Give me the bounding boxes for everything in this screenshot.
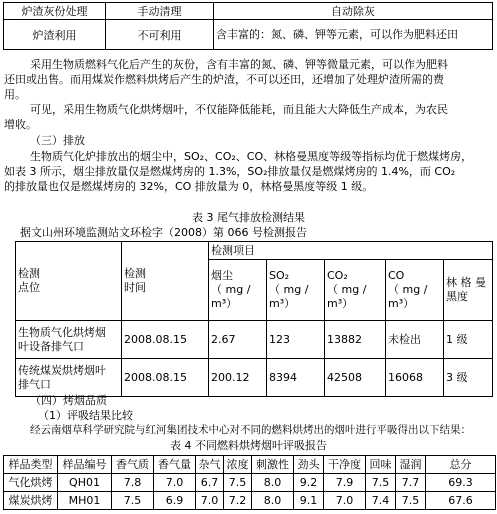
table-header-cell (444, 260, 493, 321)
table-cell: 123 (267, 321, 325, 359)
table-cell: 7.2 (224, 492, 252, 510)
table-row (4, 20, 493, 50)
table-cell: 煤炭烘烤 (4, 492, 58, 510)
header-text: 检测 (124, 267, 146, 280)
table-header-cell: 劲头 (294, 456, 324, 474)
table-cell: 2008.08.15 (122, 359, 209, 397)
section-heading: （四）烤烟品质 (30, 394, 107, 407)
paragraph-line: 可见，采用生物质气化烘烤烟叶，不仅能降低能耗，而且能大大降低生产成本，为农民 (30, 103, 448, 116)
table-cell: 未检出 (386, 321, 444, 359)
table-header-cell (16, 242, 122, 321)
table-cell: 69.3 (426, 474, 496, 492)
table-header-cell: 样品编号 (58, 456, 112, 474)
table-header-cell: 自动除灰 (214, 3, 493, 20)
table-cell: 200.12 (209, 359, 267, 397)
paragraph-line: 还田或出售。而用煤炭作燃料烘烤后产生的炉渣，不可以还田，还增加了处理炉渣所需的费 (4, 73, 444, 86)
table-cell: 2.67 (209, 321, 267, 359)
table-header-cell: 浓度 (224, 456, 252, 474)
table-cell: 67.6 (426, 492, 496, 510)
table-cell: QH01 (58, 474, 112, 492)
table-row (4, 474, 496, 492)
cell-text: 传统煤炭烘烤烟叶 (18, 363, 106, 377)
table-cell: 7.5 (112, 492, 154, 510)
table-header-cell: 样品类型 (4, 456, 58, 474)
table-cell: MH01 (58, 492, 112, 510)
table-row (16, 242, 493, 260)
header-text: m³） (269, 297, 296, 310)
table-row (16, 359, 493, 397)
table-cell: 1 级 (444, 321, 493, 359)
cell-text: 生物质气化烘烤烟 (18, 325, 106, 339)
table-cell: 3 级 (444, 359, 493, 397)
table-cell: 气化烘烤 (4, 474, 58, 492)
emission-table (15, 241, 493, 397)
paragraph-line: 用。 (4, 88, 26, 101)
header-text: m³） (388, 297, 415, 310)
table-cell: 含丰富的：氮、磷、钾等元素，可以作为肥料还田 (214, 20, 493, 50)
table-cell: 7.0 (196, 492, 224, 510)
table-header-cell: 总分 (426, 456, 496, 474)
table-cell: 7.7 (396, 474, 426, 492)
table-header-cell: 检测项目 (209, 242, 493, 260)
table-cell: 13882 (325, 321, 386, 359)
table-header-cell: 炉渣灰份处理 (4, 3, 106, 20)
table-header-cell: 湿润 (396, 456, 426, 474)
table-header-cell: 回味 (366, 456, 396, 474)
header-text: m³） (327, 297, 354, 310)
section-heading: （三）排放 (30, 134, 85, 147)
table-header-cell (267, 260, 325, 321)
table-header-cell (386, 260, 444, 321)
header-text: 检测 (18, 267, 40, 280)
table-cell: 不可利用 (106, 20, 214, 50)
table-caption: 表 3 尾气排放检测结果 (192, 211, 305, 224)
table-cell: 7.0 (324, 492, 366, 510)
cell-text: 排气口 (18, 377, 51, 391)
table-cell: 7.9 (324, 474, 366, 492)
table-header-cell: 香气量 (154, 456, 196, 474)
table-cell: 8394 (267, 359, 325, 397)
paragraph-line: 生物质气化炉排放出的烟尘中，SO₂、CO₂、CO、林格曼黑度等级等指标均优于燃煤烤房， (30, 150, 473, 163)
table-header-cell (122, 242, 209, 321)
table-cell: 7.5 (396, 492, 426, 510)
table-cell: 炉渣利用 (4, 20, 106, 50)
table-header-cell: 刺激性 (252, 456, 294, 474)
table-header-cell: 杂气 (196, 456, 224, 474)
table-cell: 9.2 (294, 474, 324, 492)
paragraph-line: 经云南烟草科学研究院与红河集团技术中心对不同的燃料烘烤出的烟叶进行平吸得出以下结果： (30, 424, 471, 436)
table-header-cell: 香气质 (112, 456, 154, 474)
table-row (4, 492, 496, 510)
table-cell (16, 321, 122, 359)
table-cell (16, 359, 122, 397)
table-cell: 9.1 (294, 492, 324, 510)
table-cell: 42508 (325, 359, 386, 397)
header-text: SO₂ (269, 269, 290, 282)
header-text: （ mg / (269, 283, 309, 296)
table-row (16, 321, 493, 359)
header-text: 黑度 (446, 290, 468, 303)
header-text: m³） (211, 297, 238, 310)
table-caption: 表 4 不同燃料烘烤烟叶评吸报告 (170, 439, 327, 452)
table-cell: 7.0 (154, 474, 196, 492)
header-text: 烟尘 (211, 269, 233, 282)
header-text: （ mg / (388, 283, 428, 296)
table-header-cell (209, 260, 267, 321)
header-text: 点位 (18, 281, 40, 294)
header-text: CO₂ (327, 269, 348, 282)
table-header-cell (325, 260, 386, 321)
paragraph-line: 增收。 (4, 118, 37, 131)
table-cell: 8.0 (252, 474, 294, 492)
table-header-cell: 手动清理 (106, 3, 214, 20)
table-cell: 7.5 (366, 474, 396, 492)
table-row (4, 456, 496, 474)
smoking-test-table (3, 455, 496, 510)
table-cell: 16068 (386, 359, 444, 397)
table-cell: 6.9 (154, 492, 196, 510)
header-text: 林 格 曼 (446, 276, 486, 289)
table-cell: 7.4 (366, 492, 396, 510)
table-cell: 8.0 (252, 492, 294, 510)
table-header-cell: 干净度 (324, 456, 366, 474)
table-row (4, 3, 493, 20)
table-cell: 2008.08.15 (122, 321, 209, 359)
header-text: 时间 (124, 281, 146, 294)
table-cell: 6.7 (196, 474, 224, 492)
ash-table (3, 2, 493, 50)
header-text: （ mg / (327, 283, 367, 296)
paragraph-line: 如表 3 所示，烟尘排放量仅是燃煤烤房的 1.3%，SO₂排放量仅是燃煤烤房的 1.4%，而 CO₂ (4, 165, 456, 178)
header-text: CO (388, 269, 405, 282)
paragraph-line: 的排放量也仅是燃煤烤房的 32%，CO 排放量为 0，林格曼黑度等级 1 级。 (4, 180, 374, 193)
cell-text: 叶设备排气口 (18, 339, 84, 353)
table-cell: 7.5 (224, 474, 252, 492)
section-heading: （1）评吸结果比较 (38, 409, 133, 422)
table-subcaption: 据文山州环境监测站文环检字（2008）第 066 号检测报告 (20, 226, 307, 239)
paragraph-line: 采用生物质燃料气化后产生的灰份，含有丰富的氮、磷、钾等微量元素，可以作为肥料 (30, 58, 448, 71)
header-text: （ mg / (211, 283, 251, 296)
table-cell: 7.8 (112, 474, 154, 492)
